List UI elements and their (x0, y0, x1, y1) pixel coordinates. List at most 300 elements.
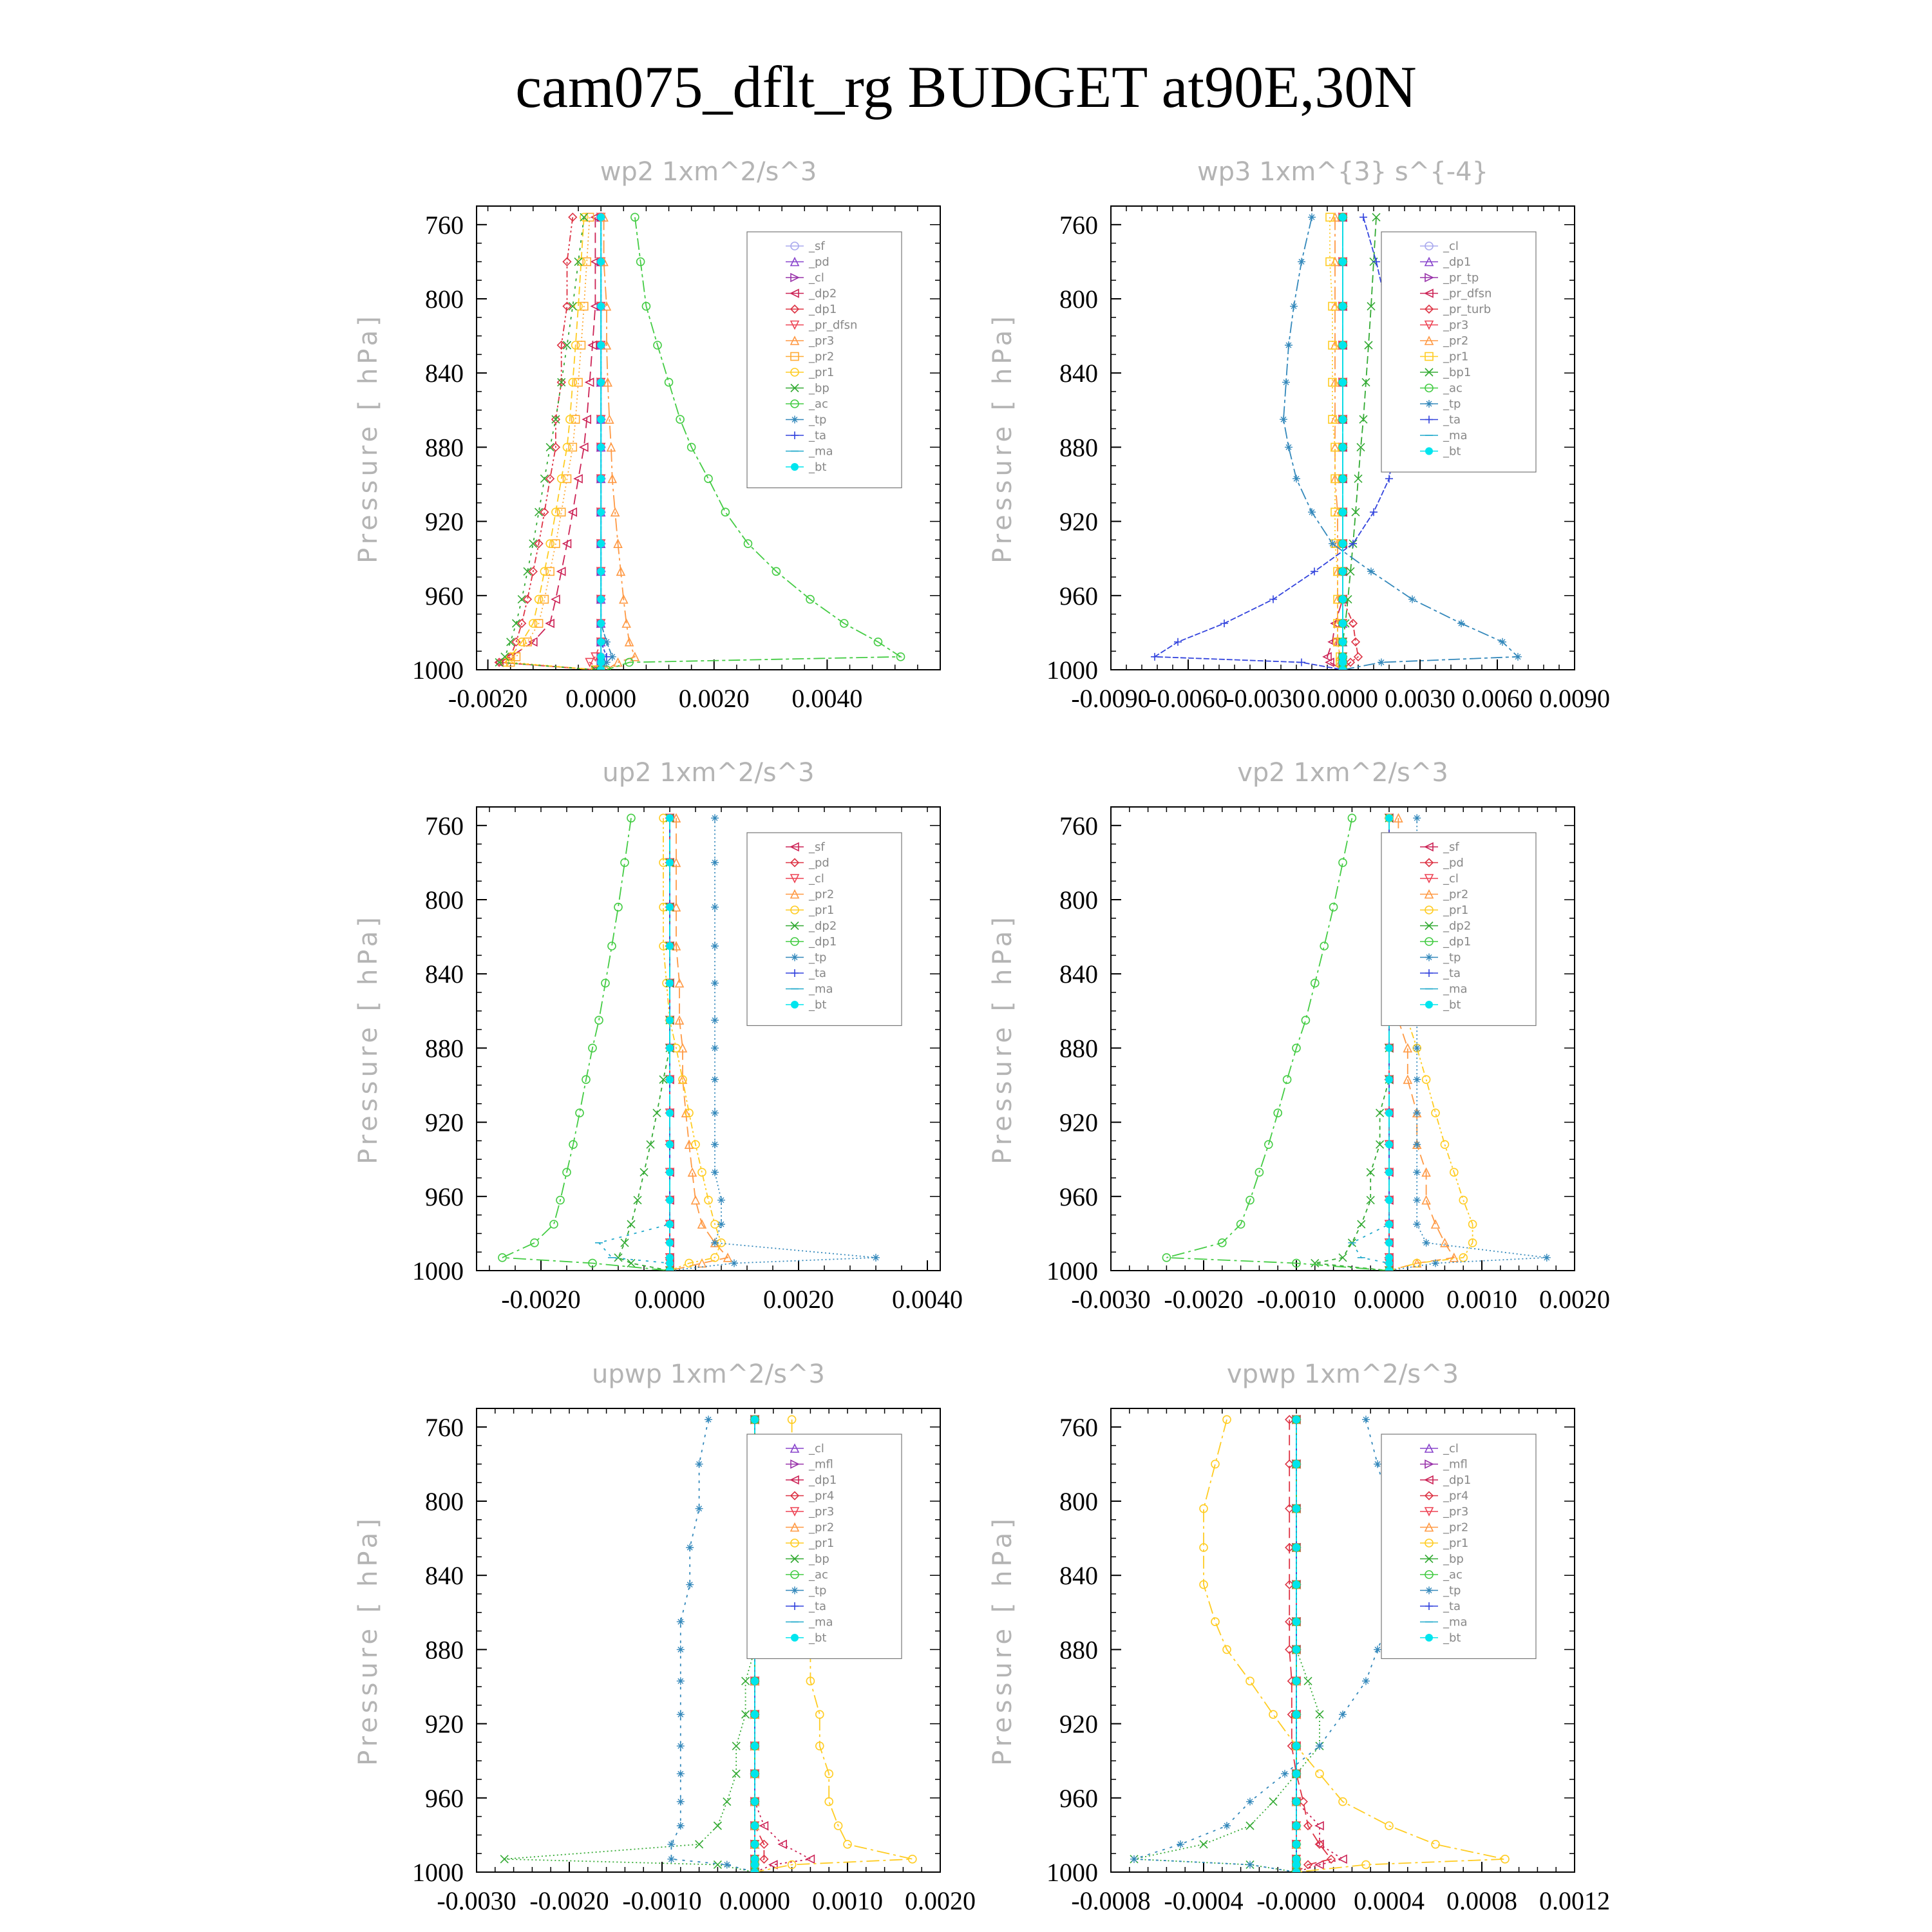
legend-label: _bt (809, 1631, 827, 1645)
legend-label: _pr2 (1443, 1520, 1469, 1535)
y-tick-label: 760 (425, 1412, 464, 1442)
data-point (872, 1254, 880, 1262)
data-point (518, 596, 526, 603)
x-tick-label: -0.0020 (448, 684, 528, 713)
y-tick-label: 960 (1059, 1783, 1098, 1813)
legend-marker (1426, 1634, 1433, 1642)
legend-label: _pr1 (809, 904, 835, 917)
data-point (705, 1197, 712, 1204)
data-point (1386, 1197, 1393, 1204)
chart-panel (988, 1359, 1610, 1915)
series-line (504, 1419, 755, 1872)
legend-label: _pr_dfsn (809, 318, 858, 332)
x-tick-label: 0.0000 (1354, 1285, 1425, 1314)
legend (1381, 232, 1536, 472)
data-point (752, 1823, 759, 1830)
data-point (1376, 1109, 1384, 1117)
panel-title: up2 1xm^2/s^3 (602, 758, 815, 788)
data-point (634, 1197, 641, 1204)
data-point (711, 942, 719, 950)
data-point (1298, 658, 1305, 666)
legend (1381, 1434, 1536, 1659)
legend-label: _bt (809, 998, 827, 1012)
legend-label: _pr_tp (1443, 271, 1479, 285)
chart-panel (988, 157, 1610, 713)
legend-label: _cl (809, 872, 824, 886)
data-point (1367, 1168, 1374, 1176)
data-point (742, 1677, 750, 1685)
y-tick-label: 880 (1059, 1034, 1098, 1063)
x-tick-label: 0.0004 (1354, 1886, 1425, 1915)
x-tick-label: -0.0030 (437, 1886, 516, 1915)
data-point (1340, 620, 1347, 627)
x-tick-label: 0.0020 (905, 1886, 976, 1915)
data-point (627, 1220, 635, 1228)
data-point (1340, 342, 1347, 349)
legend-label: _dp2 (1443, 919, 1472, 933)
legend-label: _bt (1443, 1631, 1461, 1645)
series-line (1343, 217, 1376, 670)
data-point (1177, 1841, 1184, 1848)
legend-label: _dp1 (1443, 935, 1472, 949)
data-point (1282, 379, 1290, 386)
y-tick-label: 840 (1059, 1561, 1098, 1591)
y-tick-label: 960 (1059, 1182, 1098, 1211)
data-point (711, 980, 719, 987)
y-tick-label: 920 (1059, 1709, 1098, 1739)
data-point (1223, 1822, 1231, 1830)
data-point (1293, 1823, 1300, 1830)
data-point (1413, 1220, 1421, 1228)
legend-label: _mfl (809, 1457, 833, 1472)
data-point (1340, 638, 1347, 645)
data-point (621, 1239, 629, 1247)
x-tick-label: 0.0030 (1385, 684, 1455, 713)
data-point (752, 1743, 759, 1750)
data-point (667, 1141, 674, 1148)
x-tick-label: -0.0060 (1148, 684, 1228, 713)
legend-label: _dp2 (809, 919, 837, 933)
data-point (1374, 1645, 1381, 1653)
data-point (1543, 1254, 1551, 1262)
data-point (1386, 815, 1393, 822)
x-tick-label: -0.0020 (501, 1285, 581, 1314)
data-point (677, 1710, 685, 1718)
legend-label: _pr2 (809, 350, 835, 364)
data-point (1386, 1267, 1393, 1274)
data-point (598, 475, 605, 482)
data-point (1432, 1220, 1439, 1228)
data-point (1269, 1710, 1277, 1718)
data-point (1423, 1197, 1430, 1204)
data-point (598, 568, 605, 575)
x-tick-label: 0.0000 (565, 684, 637, 713)
data-point (752, 1416, 759, 1423)
legend-label: _cl (1443, 872, 1459, 886)
y-tick-label: 1000 (1046, 1256, 1098, 1285)
legend-marker (1426, 1001, 1433, 1009)
data-point (1316, 1770, 1323, 1777)
y-tick-label: 840 (1059, 960, 1098, 989)
data-point (677, 1618, 685, 1625)
legend-label: _pr_turb (1443, 303, 1492, 316)
series-line (499, 217, 595, 670)
data-point (1293, 1581, 1300, 1588)
legend-label: _pr3 (809, 334, 835, 348)
data-point (677, 1645, 685, 1653)
legend-marker (791, 464, 799, 471)
x-tick-label: -0.0008 (1071, 1886, 1151, 1915)
legend-label: _cl (809, 1442, 824, 1455)
x-tick-label: 0.0060 (1462, 684, 1533, 713)
panel-title: upwp 1xm^2/s^3 (592, 1359, 825, 1389)
legend-label: _dp1 (1443, 1473, 1472, 1487)
x-tick-label: 0.0020 (763, 1285, 834, 1314)
legend-label: _bp (1443, 1552, 1464, 1566)
y-tick-label: 920 (425, 507, 464, 536)
x-tick-label: 0.0010 (812, 1886, 883, 1915)
data-point (1413, 1168, 1421, 1176)
data-point (507, 638, 515, 646)
x-tick-label: 0.0008 (1446, 1886, 1517, 1915)
data-point (598, 303, 605, 310)
data-point (1293, 1841, 1300, 1848)
legend-marker (791, 1001, 799, 1009)
data-point (752, 1869, 759, 1876)
legend-label: _pr4 (809, 1489, 835, 1503)
data-point (677, 1798, 685, 1806)
y-tick-label: 880 (1059, 1635, 1098, 1665)
series-tp (667, 1416, 759, 1876)
legend-label: _ta (1443, 967, 1461, 980)
series-pr3 (600, 213, 639, 674)
series-line (505, 217, 596, 670)
data-point (711, 1044, 719, 1052)
x-tick-label: 0.0020 (678, 684, 750, 713)
y-tick-label: 800 (425, 886, 464, 914)
y-tick-label: 1000 (412, 1858, 464, 1887)
y-tick-label: 880 (1059, 433, 1098, 462)
data-point (806, 1855, 814, 1863)
data-point (721, 508, 729, 516)
legend-label: _pr3 (1443, 1505, 1469, 1519)
data-point (512, 620, 520, 627)
x-tick-label: -0.0030 (1226, 684, 1305, 713)
data-point (711, 1141, 719, 1148)
data-point (752, 1861, 759, 1868)
data-point (540, 475, 548, 482)
data-point (717, 1197, 725, 1204)
legend-label: _bp (809, 1552, 829, 1566)
data-point (1293, 1544, 1300, 1551)
data-point (1359, 213, 1367, 221)
data-point (1408, 596, 1416, 603)
data-point (1211, 1460, 1219, 1468)
data-point (1340, 214, 1347, 221)
y-tick-label: 920 (1059, 507, 1098, 536)
data-point (598, 620, 605, 627)
series-pr1 (501, 213, 599, 674)
data-point (1385, 475, 1393, 482)
x-tick-label: -0.0090 (1071, 684, 1151, 713)
data-point (1378, 658, 1385, 666)
data-point (1340, 258, 1347, 265)
data-point (598, 659, 605, 666)
data-point (546, 443, 554, 451)
panel-title: wp3 1xm^{3} s^{-4} (1197, 157, 1489, 187)
data-point (711, 1168, 719, 1176)
data-point (667, 1076, 674, 1083)
data-point (1367, 567, 1375, 575)
data-point (714, 1822, 721, 1830)
y-tick-label: 880 (425, 1034, 464, 1063)
data-point (1441, 1141, 1448, 1148)
y-axis-label: Pressure [ hPa] (988, 1515, 1018, 1766)
data-point (1293, 1678, 1300, 1685)
legend-label: _ta (809, 429, 827, 442)
data-point (1386, 1239, 1393, 1246)
data-point (677, 1822, 685, 1830)
data-point (598, 444, 605, 451)
data-point (598, 596, 605, 603)
data-point (1386, 1221, 1393, 1228)
x-tick-label: 0.0040 (791, 684, 863, 713)
data-point (711, 858, 719, 866)
data-point (1285, 341, 1293, 349)
series-line (1155, 217, 1397, 670)
data-point (598, 540, 605, 547)
series-bp (500, 1416, 759, 1876)
data-point (686, 1544, 694, 1551)
y-tick-label: 800 (1059, 285, 1098, 314)
y-tick-label: 920 (425, 1108, 464, 1137)
data-point (1311, 567, 1318, 575)
data-point (1320, 942, 1328, 950)
data-point (667, 1221, 674, 1228)
x-tick-label: 0.0000 (719, 1886, 790, 1915)
data-point (711, 1075, 719, 1083)
legend-label: _dp1 (809, 303, 837, 316)
legend-marker (791, 1634, 799, 1642)
legend-label: _pr2 (1443, 334, 1469, 348)
data-point (667, 1197, 674, 1204)
data-point (1285, 443, 1293, 451)
series-dp1 (498, 814, 674, 1274)
data-point (1340, 540, 1347, 547)
legend-label: _dp1 (809, 935, 837, 949)
data-point (1413, 814, 1421, 822)
data-point (1290, 303, 1298, 310)
x-tick-label: -0.0010 (622, 1886, 702, 1915)
legend-label: _pr1 (1443, 1537, 1469, 1550)
y-tick-label: 800 (425, 285, 464, 314)
data-point (552, 596, 560, 603)
legend-label: _tp (1443, 397, 1461, 411)
x-tick-label: 0.0010 (1446, 1285, 1517, 1314)
data-point (598, 667, 605, 674)
data-point (1293, 1416, 1300, 1423)
data-point (1358, 1220, 1365, 1228)
page-title: cam075_dflt_rg BUDGET at90E,30N (515, 54, 1417, 120)
y-tick-label: 960 (425, 1182, 464, 1211)
legend-label: _ac (1443, 381, 1463, 395)
x-tick-label: 0.0020 (1539, 1285, 1610, 1314)
data-point (1293, 1505, 1300, 1512)
series-dp2 (495, 213, 599, 674)
legend-label: _ac (809, 1568, 828, 1582)
data-point (1413, 1197, 1421, 1204)
legend-label: _pd (809, 255, 829, 269)
data-point (667, 1110, 674, 1117)
data-point (1423, 1239, 1430, 1247)
legend-marker (1426, 448, 1433, 455)
data-point (1340, 568, 1347, 575)
y-tick-label: 800 (425, 1487, 464, 1516)
legend-label: _pr3 (809, 1505, 835, 1519)
series-line (499, 217, 595, 670)
legend-label: _pr4 (1443, 1489, 1469, 1503)
data-point (1362, 1677, 1370, 1685)
chart-panel (988, 758, 1610, 1314)
data-point (667, 980, 674, 987)
legend-label: _ta (1443, 1600, 1461, 1613)
data-point (723, 1861, 731, 1868)
data-point (1339, 1710, 1347, 1718)
y-tick-label: 760 (1059, 1412, 1098, 1442)
legend-label: _pd (1443, 856, 1464, 870)
y-tick-label: 840 (425, 960, 464, 989)
data-point (844, 1841, 851, 1848)
data-point (1340, 509, 1347, 516)
data-point (752, 1770, 759, 1777)
data-point (723, 1798, 731, 1806)
legend-label: _pr3 (1443, 318, 1469, 332)
data-point (1293, 1743, 1300, 1750)
x-tick-label: 0.0090 (1539, 684, 1610, 713)
series-dp1 (495, 213, 599, 674)
y-tick-label: 840 (425, 359, 464, 388)
data-point (816, 1710, 824, 1718)
data-point (1457, 620, 1465, 627)
data-point (705, 475, 712, 482)
legend (747, 1434, 902, 1659)
x-tick-label: -0.0020 (1164, 1285, 1244, 1314)
data-point (1386, 1076, 1393, 1083)
data-point (1269, 596, 1277, 603)
data-point (667, 1260, 674, 1267)
data-point (1386, 1141, 1393, 1148)
legend-label: _ma (1443, 982, 1468, 996)
series-line (671, 1419, 755, 1872)
data-point (1246, 1822, 1254, 1830)
data-point (667, 1045, 674, 1052)
data-point (598, 416, 605, 423)
data-point (1293, 1646, 1300, 1653)
legend (747, 232, 902, 488)
data-point (667, 1855, 675, 1863)
data-point (1211, 1618, 1219, 1625)
data-point (677, 1677, 685, 1685)
data-point (531, 1239, 538, 1247)
legend-label: _ac (1443, 1568, 1463, 1582)
series-dp1 (1162, 814, 1393, 1274)
series-line (499, 217, 595, 670)
legend-label: _ma (809, 982, 833, 996)
y-tick-label: 1000 (412, 656, 464, 685)
data-point (1362, 1416, 1370, 1423)
legend-label: _pr2 (809, 1520, 835, 1535)
data-point (1283, 1075, 1291, 1083)
y-tick-label: 1000 (412, 1256, 464, 1285)
y-axis-label: Pressure [ hPa] (354, 1515, 383, 1766)
series-line (1166, 818, 1389, 1271)
data-point (598, 214, 605, 221)
data-point (1370, 508, 1378, 516)
legend-label: _tp (809, 413, 827, 427)
data-point (1293, 1861, 1300, 1868)
legend-label: _ma (809, 1615, 833, 1629)
data-point (1293, 1798, 1300, 1805)
series-line (511, 217, 596, 670)
chart-panel (354, 1359, 976, 1915)
data-point (1302, 1016, 1309, 1024)
series-line (1134, 1419, 1401, 1872)
data-point (705, 1416, 712, 1423)
y-tick-label: 760 (425, 210, 464, 240)
data-point (1308, 213, 1316, 221)
data-point (667, 1239, 674, 1246)
data-point (696, 1505, 703, 1513)
legend-label: _tp (809, 951, 827, 965)
data-point (752, 1678, 759, 1685)
legend-label: _pr2 (809, 887, 835, 902)
series-bp (495, 213, 599, 674)
data-point (732, 1770, 740, 1777)
data-point (1269, 1798, 1277, 1806)
data-point (1298, 258, 1305, 265)
legend-label: _ma (809, 444, 833, 459)
data-point (1386, 1169, 1393, 1176)
data-point (1340, 596, 1347, 603)
legend-label: _bp (809, 381, 829, 395)
y-tick-label: 800 (1059, 1487, 1098, 1516)
legend-label: _pr2 (1443, 887, 1469, 902)
legend (747, 833, 902, 1026)
y-tick-label: 760 (1059, 811, 1098, 840)
legend-label: _ta (809, 1600, 827, 1613)
data-point (1308, 508, 1316, 516)
data-point (598, 638, 605, 645)
y-tick-label: 960 (425, 1783, 464, 1813)
data-point (711, 1109, 719, 1117)
legend (1381, 833, 1536, 1026)
data-point (1151, 653, 1159, 661)
series-dp2 (1311, 814, 1393, 1274)
data-point (1386, 1045, 1393, 1052)
x-tick-label: -0.0020 (529, 1886, 609, 1915)
data-point (1413, 1141, 1421, 1148)
y-tick-label: 880 (425, 1635, 464, 1665)
x-tick-label: -0.0000 (1256, 1886, 1336, 1915)
legend-label: _ta (809, 967, 827, 980)
data-point (653, 1109, 661, 1117)
x-tick-label: 0.0040 (892, 1285, 963, 1314)
series-line (604, 217, 635, 670)
legend-label: _pr1 (1443, 904, 1469, 917)
data-point (752, 1841, 759, 1848)
data-point (1293, 1770, 1300, 1777)
data-point (1386, 1260, 1393, 1267)
